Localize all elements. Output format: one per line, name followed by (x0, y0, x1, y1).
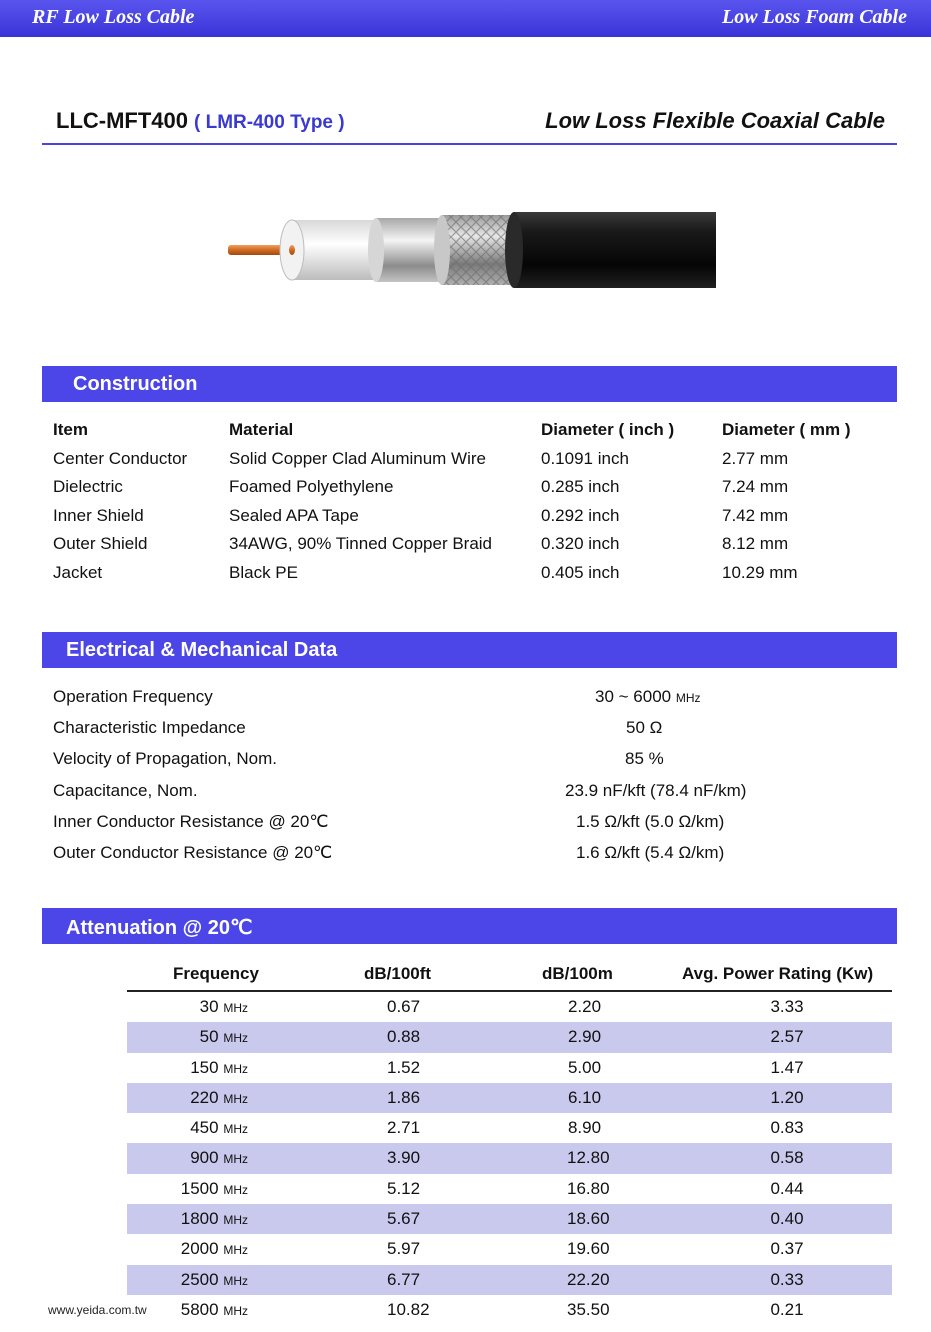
cell-power-rating: 0.83 (770, 1118, 804, 1138)
cell-diameter-inch: 0.405 inch (541, 562, 620, 582)
cell-db-100ft: 1.86 (387, 1087, 421, 1107)
cell-power-rating: 3.33 (770, 997, 804, 1016)
spec-value: 1.5 Ω/kft (5.0 Ω/km) (576, 812, 725, 831)
spec-label: Capacitance, Nom. (53, 781, 198, 800)
header-diameter-mm: Diameter ( mm ) (722, 420, 851, 439)
banner-right-title: Low Loss Foam Cable (721, 6, 907, 28)
cell-db-100ft: 5.67 (387, 1209, 421, 1229)
cell-power-rating: 0.33 (770, 1269, 804, 1289)
cell-diameter-mm: 10.29 mm (722, 562, 798, 582)
frequency-value: 450 (190, 1118, 219, 1138)
frequency-unit: MHz (223, 1122, 248, 1137)
cell-db-100m: 8.90 (567, 1118, 602, 1138)
spec-label: Velocity of Propagation, Nom. (53, 749, 277, 768)
cell-material: 34AWG, 90% Tinned Copper Braid (229, 534, 493, 553)
cell-item: Outer Shield (53, 534, 148, 553)
attenuation-title: Attenuation @ 20℃ (66, 917, 253, 939)
cell-frequency (190, 1148, 248, 1168)
cell-power-rating: 0.58 (770, 1148, 804, 1168)
cell-material: Sealed APA Tape (229, 505, 359, 525)
table-row (127, 992, 892, 1022)
cell-db-100ft: 5.97 (387, 1239, 421, 1259)
spec-value (595, 687, 701, 707)
spec-row (53, 687, 853, 711)
cell-db-100ft: 0.88 (387, 1027, 421, 1047)
coaxial-cable-illustration (226, 212, 718, 290)
table-row (127, 1022, 892, 1052)
spec-label: Operation Frequency (53, 687, 213, 706)
table-row (127, 1083, 892, 1113)
table-row (127, 1234, 892, 1264)
cell-frequency (190, 1088, 248, 1108)
cell-db-100ft: 3.90 (387, 1148, 421, 1168)
cell-db-100m: 22.20 (567, 1269, 610, 1289)
table-row (127, 1295, 892, 1325)
frequency-value: 1800 (180, 1209, 219, 1229)
cell-power-rating: 2.57 (770, 1027, 804, 1047)
banner-left-title: RF Low Loss Cable (32, 6, 195, 28)
frequency-unit: MHz (223, 1152, 248, 1167)
table-row (127, 1143, 892, 1173)
spec-value-unit: MHz (675, 691, 701, 705)
frequency-value: 220 (190, 1087, 219, 1107)
table-row (127, 1053, 892, 1083)
cell-frequency (181, 1300, 248, 1320)
construction-title: Construction (73, 373, 198, 395)
header-power-rating: Avg. Power Rating (Kw) (682, 964, 874, 983)
cell-diameter-inch: 0.320 inch (541, 534, 620, 553)
spec-row (53, 843, 853, 867)
spec-row (53, 749, 853, 773)
spec-row (53, 718, 853, 742)
header-diameter-inch: Diameter ( inch ) (541, 420, 675, 439)
footer-url: www.yeida.com.tw (48, 1303, 147, 1317)
cell-db-100m: 5.00 (567, 1057, 602, 1077)
cell-power-rating: 1.47 (770, 1057, 804, 1077)
frequency-value: 2000 (180, 1239, 219, 1259)
cell-db-100ft: 10.82 (387, 1299, 430, 1319)
frequency-unit: MHz (223, 1061, 248, 1076)
cell-frequency (200, 1027, 248, 1047)
cell-power-rating: 0.44 (770, 1178, 804, 1198)
cell-item: Center Conductor (53, 448, 188, 468)
cell-db-100m: 2.90 (567, 1027, 602, 1047)
spec-value: 85 % (625, 749, 664, 768)
product-subtitle: Low Loss Flexible Coaxial Cable (545, 108, 885, 133)
cell-item: Inner Shield (53, 505, 144, 525)
frequency-value: 50 (199, 1027, 219, 1047)
cell-frequency (181, 1239, 248, 1259)
cell-diameter-mm: 8.12 mm (722, 534, 789, 553)
cell-db-100ft: 5.12 (387, 1178, 421, 1198)
cell-db-100m: 35.50 (567, 1299, 610, 1319)
spec-label: Inner Conductor Resistance @ 20℃ (53, 812, 329, 831)
cell-power-rating: 0.37 (770, 1239, 804, 1259)
frequency-value: 2500 (180, 1269, 219, 1289)
spec-value: 50 Ω (626, 718, 663, 737)
frequency-unit: MHz (223, 1303, 248, 1318)
electrical-title: Electrical & Mechanical Data (66, 639, 338, 661)
cell-material: Black PE (229, 562, 298, 582)
header-material: Material (229, 420, 294, 439)
construction-section-header (42, 366, 897, 402)
cell-db-100ft: 2.71 (387, 1118, 421, 1138)
table-row (127, 1204, 892, 1234)
cell-db-100m: 19.60 (567, 1239, 610, 1259)
cell-db-100m: 6.10 (567, 1087, 602, 1107)
cell-db-100ft: 0.67 (387, 997, 421, 1016)
cell-power-rating: 0.21 (770, 1299, 804, 1319)
frequency-unit: MHz (223, 1213, 248, 1228)
cable-jacket (514, 212, 716, 288)
cell-db-100ft: 6.77 (387, 1269, 421, 1289)
spec-row (53, 812, 853, 836)
frequency-unit: MHz (223, 1182, 248, 1197)
spec-label: Outer Conductor Resistance @ 20℃ (53, 843, 333, 862)
cell-material: Foamed Polyethylene (229, 477, 394, 496)
frequency-value: 5800 (180, 1299, 219, 1319)
attenuation-section-header (42, 908, 897, 944)
product-model (56, 108, 345, 134)
frequency-value: 150 (190, 1057, 219, 1077)
frequency-unit: MHz (223, 1273, 248, 1288)
cell-diameter-mm: 2.77 mm (722, 448, 789, 468)
header-item: Item (53, 420, 88, 439)
title-divider (42, 143, 897, 145)
cell-db-100m: 16.80 (567, 1178, 610, 1198)
cell-db-100m: 18.60 (567, 1209, 610, 1229)
cell-diameter-mm: 7.42 mm (722, 505, 789, 525)
attenuation-table (127, 960, 892, 1325)
frequency-value: 30 (199, 997, 219, 1016)
cell-frequency (181, 1179, 248, 1199)
frequency-value: 1500 (180, 1178, 219, 1198)
model-number: LLC-MFT400 (56, 108, 188, 133)
cell-diameter-inch: 0.285 inch (541, 477, 620, 496)
header-db-100m: dB/100m (542, 964, 613, 983)
spec-row (53, 781, 853, 805)
spec-value: 1.6 Ω/kft (5.4 Ω/km) (576, 843, 725, 862)
cell-db-100m: 12.80 (567, 1148, 610, 1168)
frequency-unit: MHz (223, 1031, 248, 1046)
spec-value-number: 30 ~ 6000 (595, 687, 672, 706)
cell-power-rating: 0.40 (770, 1209, 804, 1229)
frequency-unit: MHz (223, 1091, 248, 1106)
header-db-100ft: dB/100ft (364, 964, 432, 983)
cell-frequency (190, 1058, 248, 1078)
spec-label: Characteristic Impedance (53, 718, 246, 737)
header-frequency: Frequency (173, 964, 259, 983)
top-banner (0, 0, 931, 37)
attenuation-header-row (127, 960, 892, 992)
table-row (127, 1174, 892, 1204)
cell-db-100m: 2.20 (567, 997, 602, 1016)
frequency-unit: MHz (223, 1243, 248, 1258)
frequency-unit: MHz (223, 1001, 248, 1015)
cell-diameter-inch: 0.292 inch (541, 505, 620, 525)
electrical-section-header (42, 632, 897, 668)
cell-diameter-inch: 0.1091 inch (541, 448, 629, 468)
table-row (127, 1113, 892, 1143)
table-row (127, 1265, 892, 1295)
cell-frequency (181, 1270, 248, 1290)
cell-item: Jacket (53, 562, 103, 582)
cell-item: Dielectric (53, 477, 123, 496)
cell-material: Solid Copper Clad Aluminum Wire (229, 448, 486, 468)
cell-power-rating: 1.20 (770, 1087, 804, 1107)
frequency-value: 900 (190, 1148, 219, 1168)
cell-frequency (200, 997, 248, 1017)
cell-frequency (181, 1209, 248, 1229)
model-type: ( LMR-400 Type ) (194, 112, 345, 133)
cell-frequency (190, 1118, 248, 1138)
cell-diameter-mm: 7.24 mm (722, 477, 789, 496)
spec-value: 23.9 nF/kft (78.4 nF/km) (565, 781, 747, 800)
cell-db-100ft: 1.52 (387, 1057, 421, 1077)
